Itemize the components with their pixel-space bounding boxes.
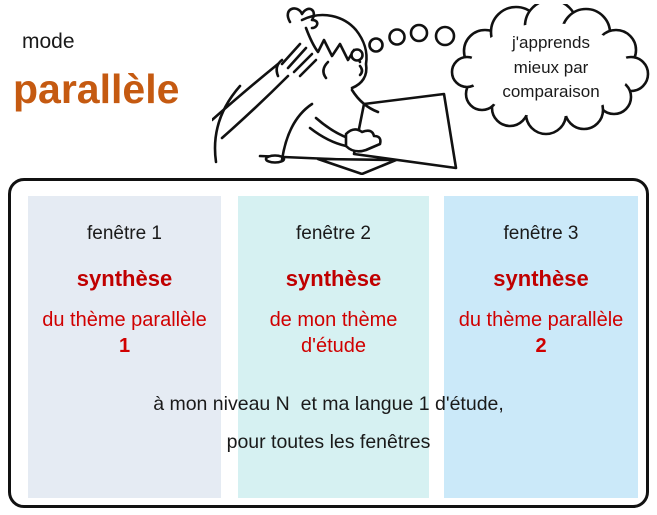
panel-footer-text	[11, 393, 646, 469]
page-title: parallèle	[13, 66, 180, 112]
window-description: de mon thème d'étude	[269, 309, 398, 357]
synthesis-heading: synthèse	[493, 266, 589, 291]
synthesis-heading: synthèse	[285, 266, 382, 291]
window-label: fenêtre 3	[503, 223, 579, 244]
thought-line: comparaison	[502, 82, 600, 102]
window-description: du thème parallèle	[458, 309, 624, 331]
person-arm-hand	[212, 44, 316, 138]
thought-line: j'apprends	[512, 33, 590, 52]
footer-line: pour toutes les fenêtres	[226, 431, 431, 453]
window-emphasis-number: 1	[118, 334, 131, 357]
window-label: fenêtre 1	[87, 223, 162, 244]
synthesis-heading: synthèse	[76, 266, 173, 291]
thought-dots-icon	[352, 25, 455, 61]
thought-line: mieux par	[513, 57, 589, 77]
windows-panel	[8, 178, 649, 508]
footer-line: à mon niveau N et ma langue 1 d'étude,	[153, 393, 504, 415]
window-description: du thème parallèle	[42, 309, 207, 331]
thought-bubble-text	[468, 31, 634, 105]
window-emphasis-number: 2	[535, 334, 547, 357]
window-label: fenêtre 2	[296, 223, 371, 244]
mode-label: mode	[22, 30, 75, 53]
